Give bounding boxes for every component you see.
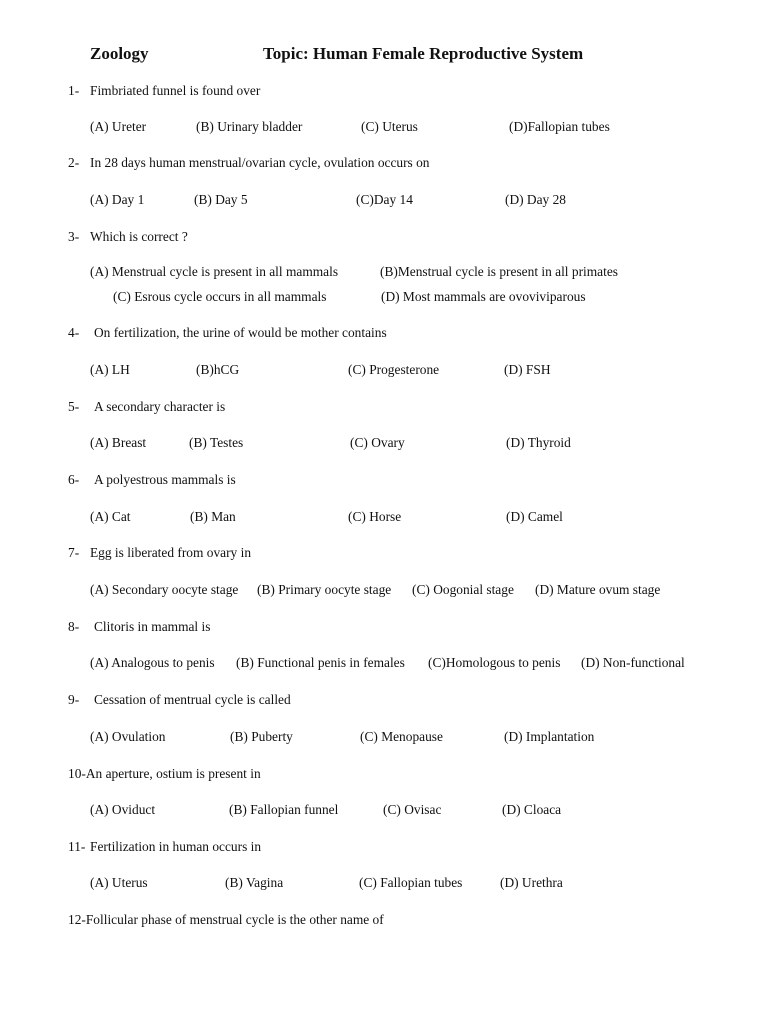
question-stem: [68, 229, 188, 245]
question-text: In 28 days human menstrual/ovarian cycle, ovulation occurs on: [90, 155, 430, 170]
answer-option: (D) Implantation: [504, 729, 595, 744]
answer-option: (C)Homologous to penis: [428, 655, 561, 670]
question-stem: [68, 692, 291, 708]
answer-option: (B)hCG: [196, 362, 240, 377]
answer-option: (A) Cat: [90, 509, 131, 524]
answer-option: (A) LH: [90, 362, 130, 377]
question-number: 5-: [68, 399, 80, 414]
answer-option: (D) Most mammals are ovoviviparous: [381, 289, 586, 304]
question-number: 9-: [68, 692, 80, 707]
topic-title: Topic: Human Female Reproductive System: [263, 44, 584, 63]
question-text: Clitoris in mammal is: [94, 619, 211, 634]
answer-option: (C) Oogonial stage: [412, 582, 514, 597]
answer-option: (A) Uterus: [90, 875, 148, 890]
answer-option: (B) Day 5: [194, 192, 248, 207]
answer-option: (B) Testes: [189, 435, 244, 450]
answer-option: (B) Urinary bladder: [196, 119, 303, 134]
answer-option: (D) Day 28: [505, 192, 566, 207]
question-number: 12-: [68, 912, 86, 927]
answer-option: (D) Thyroid: [506, 435, 571, 450]
question-text: Egg is liberated from ovary in: [90, 545, 252, 560]
question-stem: [68, 912, 384, 928]
question-text: Follicular phase of menstrual cycle is the other name of: [85, 912, 384, 927]
question-stem: [68, 472, 236, 488]
question-number: 7-: [68, 545, 80, 560]
question-text: On fertilization, the urine of would be mother contains: [94, 325, 387, 340]
answer-option: (A) Ovulation: [90, 729, 166, 744]
question-text: Cessation of mentrual cycle is called: [94, 692, 291, 707]
question-number: 11-: [68, 839, 86, 854]
question-number: 4-: [68, 325, 80, 340]
question-number: 1-: [68, 83, 80, 98]
answer-option: (D) Urethra: [500, 875, 563, 890]
question-stem: [68, 839, 261, 855]
answer-option: (B) Primary oocyte stage: [257, 582, 392, 597]
question-text: An aperture, ostium is present in: [85, 766, 261, 781]
answer-option: (C) Ovisac: [383, 802, 442, 817]
answer-option: (C) Esrous cycle occurs in all mammals: [113, 289, 327, 304]
answer-option: (B) Vagina: [225, 875, 284, 890]
answer-option: (C)Day 14: [356, 192, 413, 207]
question-stem: [68, 155, 430, 171]
answer-option: (B) Functional penis in females: [236, 655, 405, 670]
answer-option: (C) Ovary: [350, 435, 405, 450]
answer-option: (B) Man: [190, 509, 236, 524]
question-text: A secondary character is: [94, 399, 226, 414]
question-number: 8-: [68, 619, 80, 634]
answer-option: (D) Cloaca: [502, 802, 562, 817]
answer-option: (C) Menopause: [360, 729, 443, 744]
answer-option: (A) Oviduct: [90, 802, 156, 817]
header: [0, 44, 768, 70]
answer-option: (C) Horse: [348, 509, 402, 524]
answer-option: (C) Fallopian tubes: [359, 875, 463, 890]
answer-option: (A) Ureter: [90, 119, 147, 134]
answer-option: (A) Analogous to penis: [90, 655, 215, 670]
question-text: Fertilization in human occurs in: [90, 839, 262, 854]
question-text: Which is correct ?: [90, 229, 188, 244]
answer-option: (C) Progesterone: [348, 362, 440, 377]
question-stem: [68, 83, 260, 99]
answer-option: (A) Menstrual cycle is present in all mammals: [90, 264, 339, 279]
answer-option: (D) Camel: [506, 509, 563, 524]
answer-option: (B) Fallopian funnel: [229, 802, 339, 817]
question-stem: [68, 545, 251, 561]
answer-option: (D) Non-functional: [581, 655, 685, 670]
question-stem: [68, 619, 210, 635]
answer-option: (D) FSH: [504, 362, 551, 377]
subject-title: Zoology: [90, 44, 149, 63]
question-number: 2-: [68, 155, 80, 170]
answer-option: (C) Uterus: [361, 119, 418, 134]
answer-option: (A) Day 1: [90, 192, 145, 207]
question-number: 6-: [68, 472, 80, 487]
answer-option: (B)Menstrual cycle is present in all primates: [380, 264, 618, 279]
question-number: 3-: [68, 229, 80, 244]
answer-option: (D) Mature ovum stage: [535, 582, 661, 597]
answer-option: (A) Secondary oocyte stage: [90, 582, 239, 597]
question-text: Fimbriated funnel is found over: [90, 83, 261, 98]
question-stem: [68, 325, 387, 341]
answer-option: (A) Breast: [90, 435, 147, 450]
question-text: A polyestrous mammals is: [94, 472, 236, 487]
answer-option: (B) Puberty: [230, 729, 293, 744]
question-stem: [68, 399, 225, 415]
answer-option: (D)Fallopian tubes: [509, 119, 610, 134]
question-stem: [68, 766, 261, 782]
question-number: 10-: [68, 766, 86, 781]
